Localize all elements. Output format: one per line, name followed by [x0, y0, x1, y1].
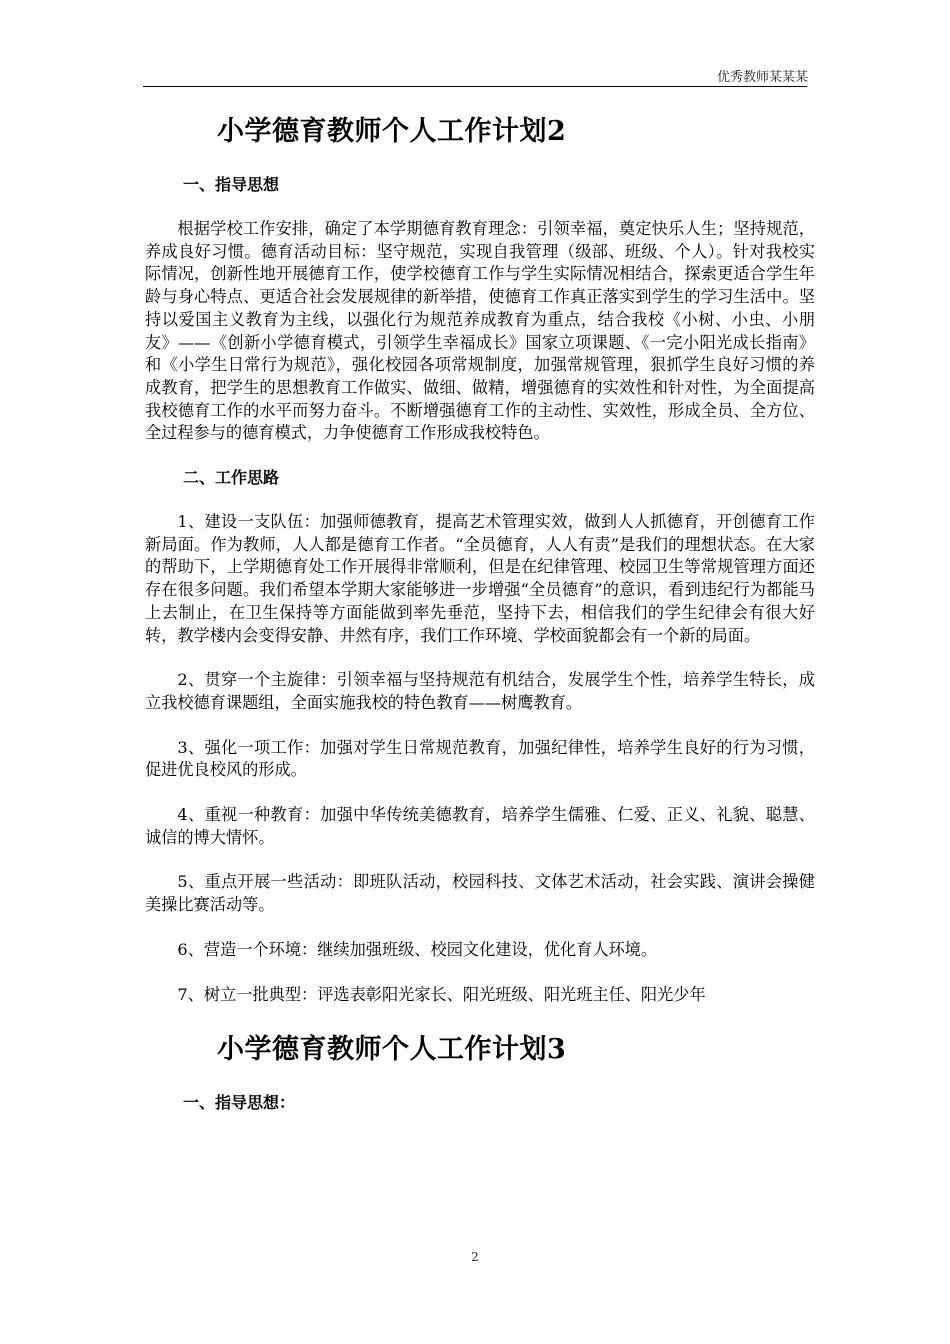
- work-item-7: 7、树立一批典型：评选表彰阳光家长、阳光班级、阳光班主任、阳光少年: [177, 984, 706, 1004]
- work-item-3: 3、强化一项工作：加强对学生日常规范教育，加强纪律性，培养学生良好的行为习惯，促进优良校风的形成。: [145, 737, 815, 780]
- plan-2-work-approach-heading: 二、工作思路: [183, 468, 280, 488]
- plan-2-guiding-ideology-heading: 一、指导思想: [183, 175, 280, 194]
- plan-3-title: 小学德育教师个人工作计划3: [217, 1034, 567, 1066]
- page-header-author: 优秀教师某某某: [716, 70, 808, 85]
- work-item-6: 6、营造一个环境：继续加强班级、校园文化建设，优化育人环境。: [177, 939, 658, 959]
- work-item-4: 4、重视一种教育：加强中华传统美德教育，培养学生儒雅、仁爱、正义、礼貌、聪慧、诚信的博大情怀。: [145, 805, 815, 847]
- plan-3-guiding-ideology-heading: 一、指导思想：: [183, 1093, 296, 1113]
- page-number: 2: [471, 1250, 479, 1264]
- header-divider: [143, 86, 807, 87]
- plan-2-title: 小学德育教师个人工作计划2: [217, 116, 567, 147]
- work-item-5: 5、重点开展一些活动：即班队活动，校园科技、文体艺术活动，社会实践、演讲会操健美操比赛活动等。: [145, 872, 815, 915]
- document-body: [145, 110, 815, 1136]
- plan-2-guiding-ideology-paragraph: 根据学校工作安排，确定了本学期德育教育理念：引领幸福，奠定快乐人生；坚持规范，养成良好习惯。德育活动目标：坚守规范，实现自我管理（级部、班级、个人）。针对我校实际情况，创新性地开展德育工作，使学校德育工作与学生实际情况相结合，探索更适合学生年龄与身心特点、更适合社会发展规律的新举措，使德育工作真正落实到学生的学习生活中。坚持以爱国主义教育为主线，以强化行为规范养成教育为重点，结合我校《小树、小虫、小朋友》——《创新小学德育模式，引领学生幸福成长》国家立项课题、《一完小阳光成长指南》和《小学生日常行为规范》，强化校园各项常规制度，加强常规管理，狠抓学生良好习惯的养成教育，把学生的思想教育工作做实、做细、做精，增强德育的实效性和针对性，为全面提高我校德育工作的水平而努力奋斗。不断增强德育工作的主动性、实效性，形成全员、全方位、全过程参与的德育模式，力争使德育工作形成我校特色。: [145, 219, 815, 443]
- work-item-1: 1、建设一支队伍：加强师德教育，提高艺术管理实效，做到人人抓德育，开创德育工作新局面。作为教师，人人都是德育工作者。“全员德育，人人有责”是我们的理想状态。在大家的帮助下，上学期德育处工作开展得非常顺利，但是在纪律管理、校园卫生等常规管理方面还存在很多问题。我们希望本学期大家能够进一步增强“全员德育”的意识，看到违纪行为都能马上去制止，在卫生保持等方面能做到率先垂范，坚持下去，相信我们的学生纪律会有很大好转，教学楼内会变得安静、井然有序，我们工作环境、学校面貌都会有一个新的局面。: [145, 512, 815, 645]
- work-item-2: 2、贯穿一个主旋律：引领幸福与坚持规范有机结合，发展学生个性，培养学生特长，成立我校德育课题组，全面实施我校的特色教育——树鹰教育。: [145, 670, 815, 712]
